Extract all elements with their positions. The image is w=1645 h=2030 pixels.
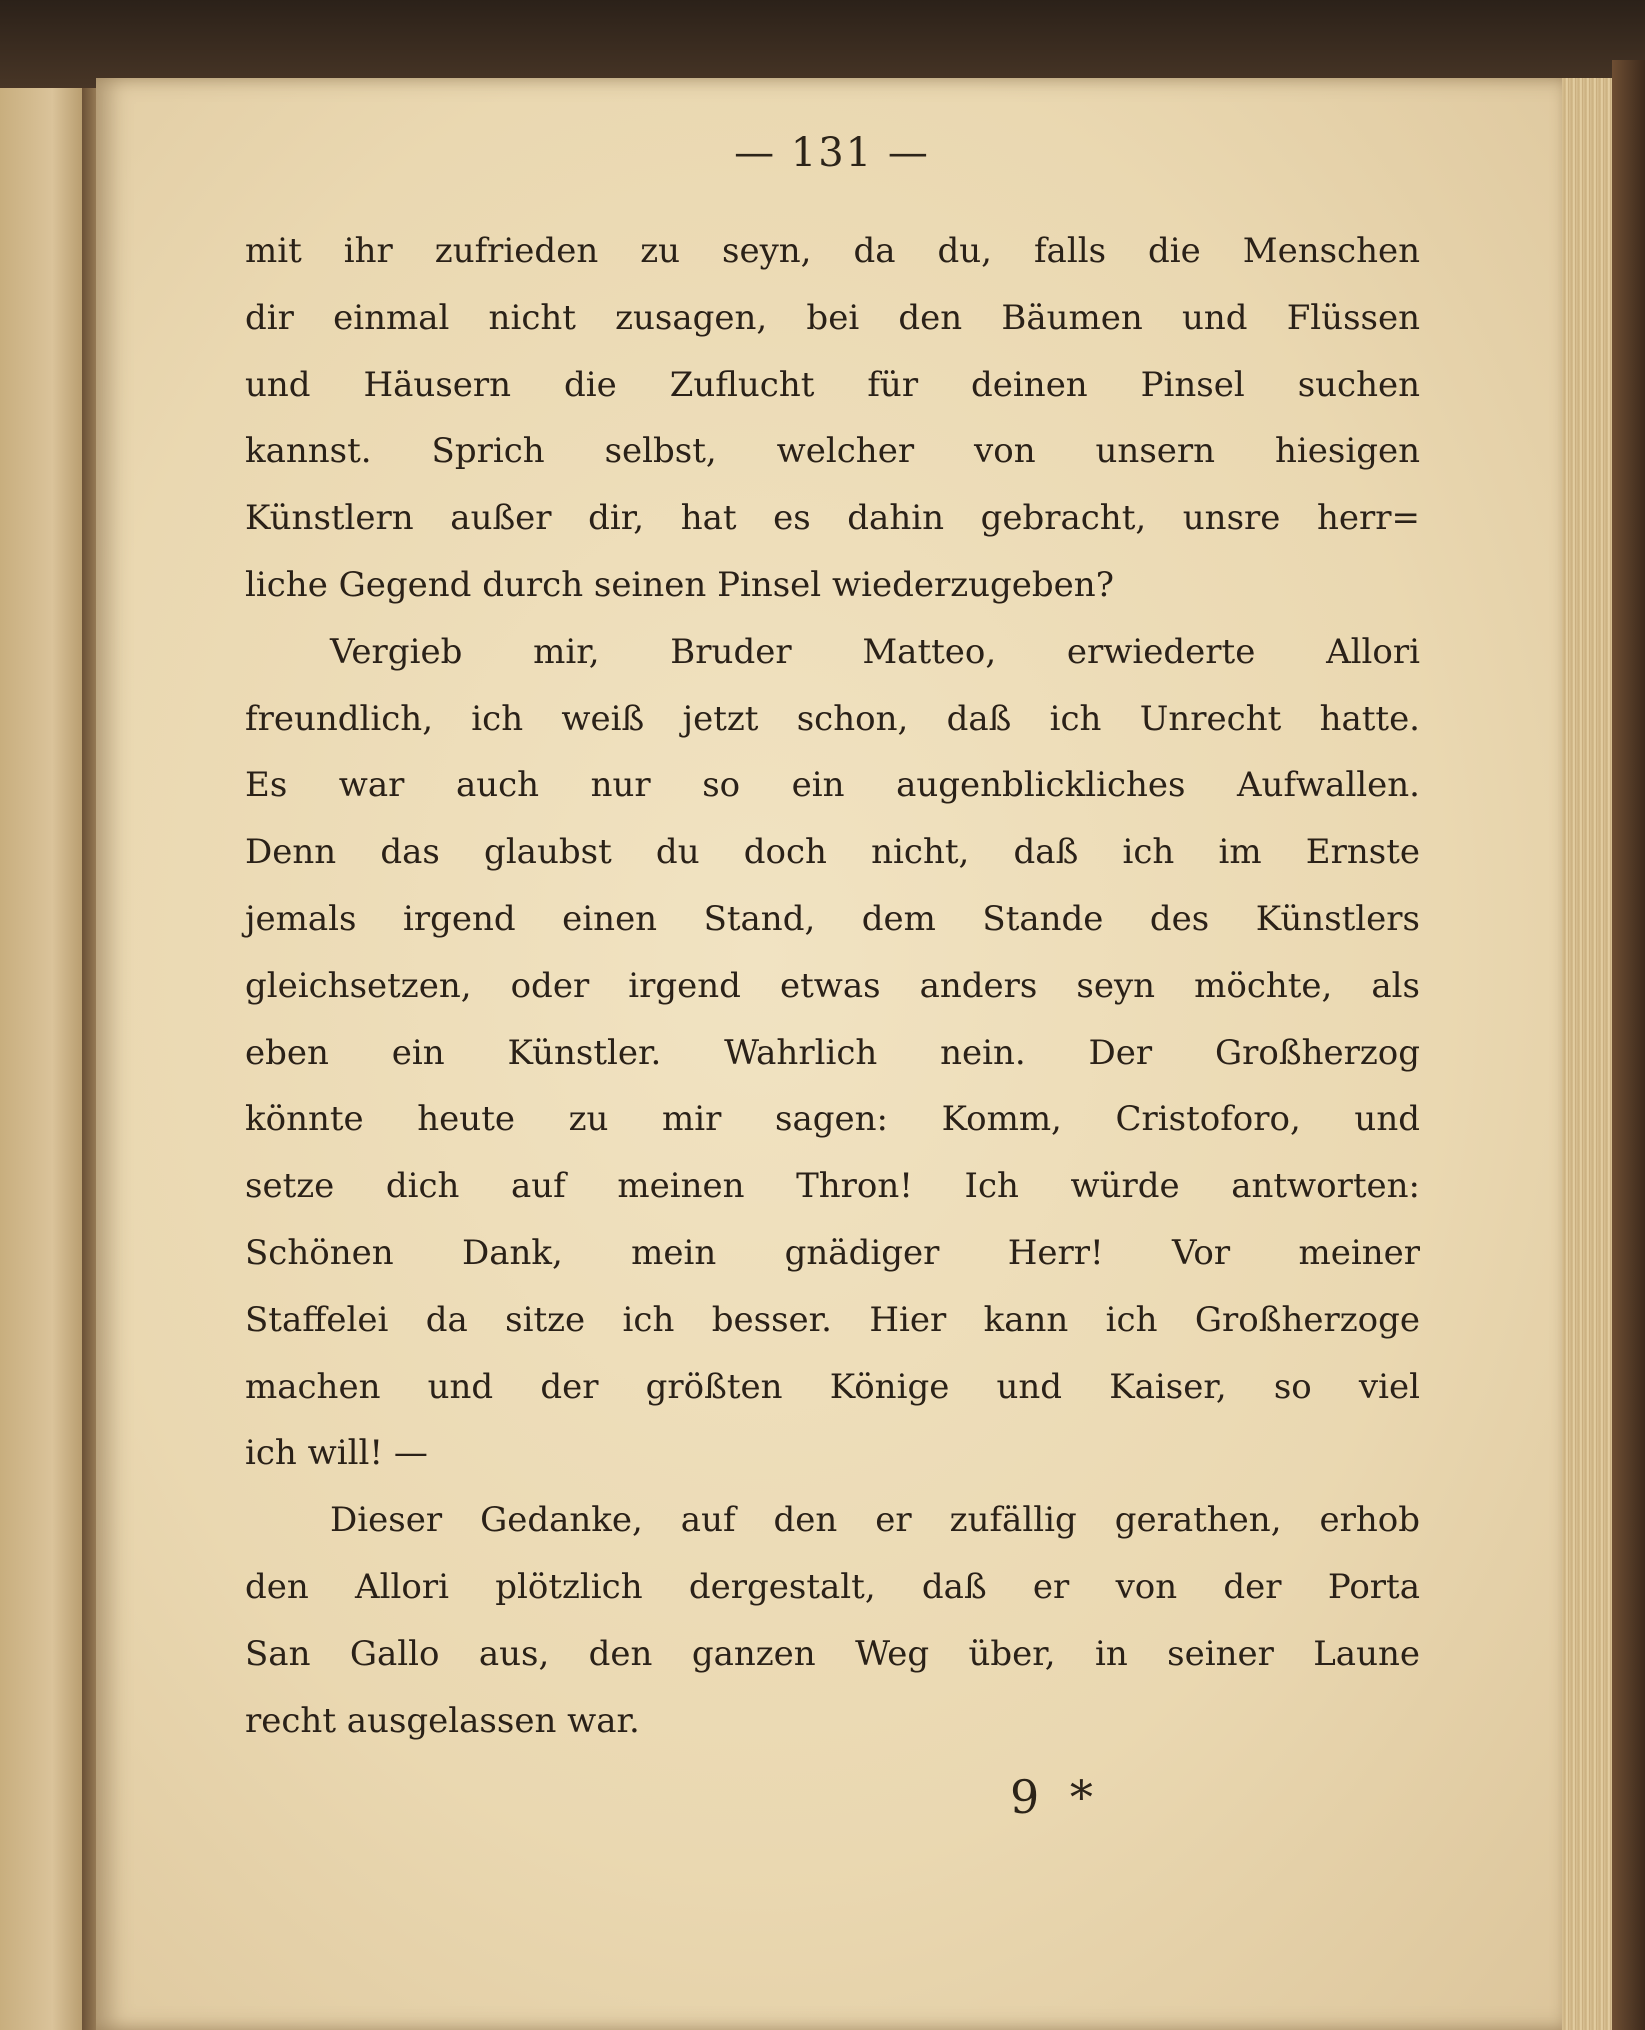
text-line: Vergieb mir, Bruder Matteo, erwiederte Allori [330, 631, 1420, 672]
text-line: kannst. Sprich selbst, welcher von unsern hiesigen [245, 431, 1420, 472]
text-line: den Allori plötzlich dergestalt, daß er von der Porta [245, 1566, 1420, 1607]
text-line: recht ausgelassen war. [245, 1700, 640, 1741]
text-line: Künstlern außer dir, hat es dahin gebracht, unsre herr= [245, 498, 1420, 539]
text-line: mit ihr zufrieden zu seyn, da du, falls die Menschen [245, 231, 1420, 271]
text-line: ich will! — [245, 1433, 428, 1474]
text-line: Schönen Dank, mein gnädiger Herr! Vor meiner [245, 1232, 1420, 1273]
text-line: liche Gegend durch seinen Pinsel wiederzugeben? [245, 564, 1114, 605]
text-line: Staffelei da sitze ich besser. Hier kann ich Großherzoge [245, 1299, 1420, 1340]
text-line: Dieser Gedanke, auf den er zufällig gerathen, erhob [330, 1500, 1420, 1541]
text-line: freundlich, ich weiß jetzt schon, daß ich Unrecht hatte. [245, 698, 1420, 739]
text-line: eben ein Künstler. Wahrlich nein. Der Großherzog [245, 1032, 1420, 1073]
page-number: — 131 — [734, 130, 930, 176]
text-line: machen und der größten Könige und Kaiser, so viel [245, 1366, 1420, 1407]
text-line: San Gallo aus, den ganzen Weg über, in seiner Laune [245, 1633, 1420, 1674]
text-line: gleichsetzen, oder irgend etwas anders seyn möchte, als [245, 965, 1420, 1006]
text-line: könnte heute zu mir sagen: Komm, Cristoforo, und [245, 1099, 1420, 1140]
text-line: und Häusern die Zuflucht für deinen Pinsel suchen [245, 364, 1420, 405]
text-line: setze dich auf meinen Thron! Ich würde antworten: [245, 1166, 1420, 1207]
text-line: dir einmal nicht zusagen, bei den Bäumen und Flüssen [245, 297, 1420, 338]
facing-page-edge [0, 88, 95, 2030]
book-binding [1612, 60, 1645, 2030]
text-line: Denn das glaubst du doch nicht, daß ich im Ernste [245, 832, 1420, 873]
text-line: Es war auch nur so ein augenblickliches Aufwallen. [245, 765, 1420, 806]
page-stack-edges [1562, 78, 1616, 2030]
signature-mark: 9 * [1010, 1770, 1101, 1824]
body-text [245, 218, 1420, 1754]
text-line: jemals irgend einen Stand, dem Stande des Künstlers [245, 898, 1420, 939]
